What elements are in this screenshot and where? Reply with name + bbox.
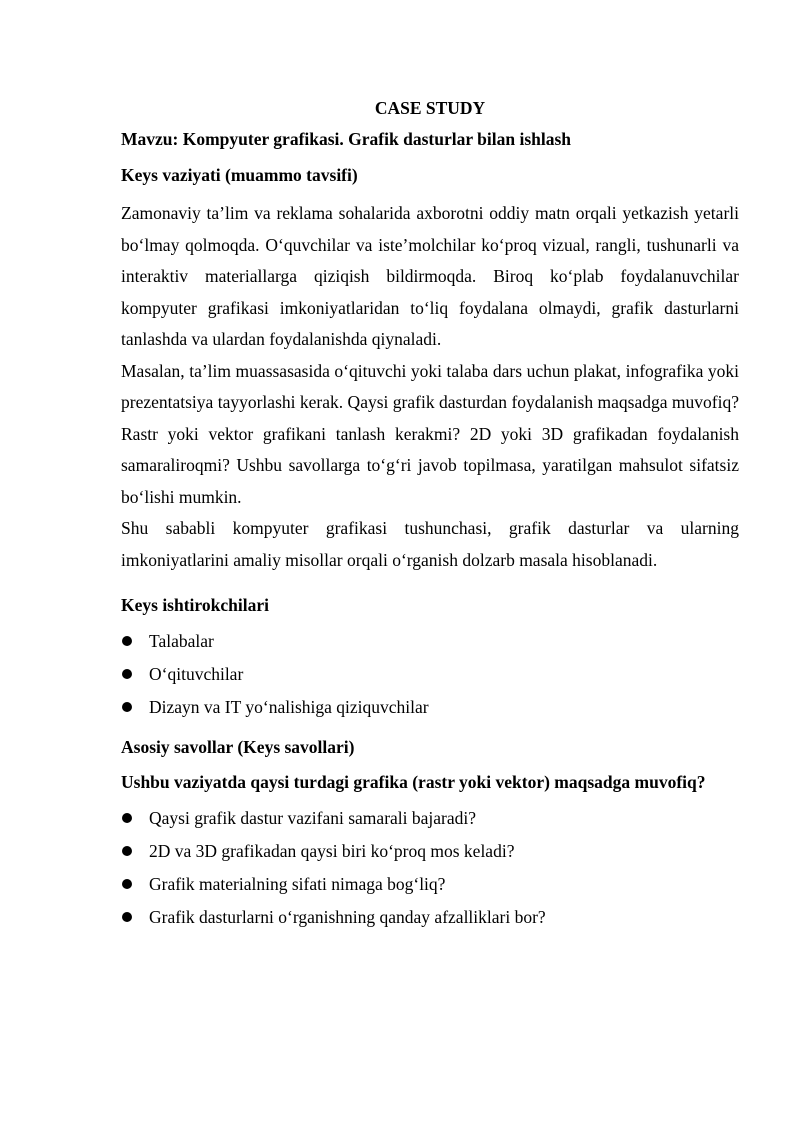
list-item [121,630,739,652]
paragraph: Shu sababli kompyuter grafikasi tushunchasi, grafik dasturlar va ularning imkoniyatlarini amaliy misollar orqali o‘rganish dolzarb masala hisoblanadi. [121,518,739,570]
list-item [121,696,739,718]
list-item [121,906,739,928]
bullet-icon [122,912,132,922]
list-item-text: Talabalar [149,631,214,651]
case-heading: Keys vaziyati (muammo tavsifi) [121,165,358,185]
list-item-text: Dizayn va IT yo‘nalishiga qiziquvchilar [149,697,429,717]
bullet-icon [122,669,132,679]
paragraph: Masalan, ta’lim muassasasida o‘qituvchi yoki talaba dars uchun plakat, infografika yoki prezentatsiya tayyorlashi kerak. Qaysi grafik dasturdan foydalanish maqsadga muvofiq? Rastr yoki vektor grafikani tanlash kerakmi? 2D yoki 3D grafikadan foydalanish samaraliroqmi? Ushbu savollarga to‘g‘ri javob topilmasa, yaratilgan mahsulot sifatsiz bo‘lishi mumkin. [121,360,739,507]
paragraph: Zamonaviy ta’lim va reklama sohalarida axborotni oddiy matn orqali yetkazish yetarli bo‘lmay qolmoqda. O‘quvchilar va iste’molchilar ko‘proq vizual, rangli, tushunarli va interaktiv materiallarga qiziqish bildirmoqda. Biroq ko‘plab foydalanuvchilar kompyuter grafikasi imkoniyatlaridan to‘liq foydalana olmaydi, grafik dasturlarni tanlashda va ulardan foydalanishda qiynaladi. [121,203,739,349]
list-item-text: Qaysi grafik dastur vazifani samarali bajaradi? [149,808,477,828]
list-item-text: Grafik materialning sifati nimaga bog‘liq? [149,874,446,894]
list-item-text: 2D va 3D grafikadan qaysi biri ko‘proq mos keladi? [149,841,515,861]
list-item [121,873,739,895]
bullet-icon [122,702,132,712]
main-question: Ushbu vaziyatda qaysi turdagi grafika (rastr yoki vektor) maqsadga muvofiq? [121,772,706,792]
participants-heading: Keys ishtirokchilari [121,595,269,615]
list-item [121,663,739,685]
document-title: CASE STUDY [374,98,486,118]
questions-list [121,807,739,928]
participants-list [121,630,739,718]
bullet-icon [122,636,132,646]
list-item [121,807,739,829]
document-page [121,96,739,939]
list-item-text: Grafik dasturlarni o‘rganishning qanday afzalliklari bor? [149,907,546,927]
bullet-icon [122,846,132,856]
bullet-icon [122,879,132,889]
list-item [121,840,739,862]
topic-heading: Mavzu: Kompyuter grafikasi. Grafik dasturlar bilan ishlash [121,129,572,149]
bullet-icon [122,813,132,823]
list-item-text: O‘qituvchilar [149,664,244,684]
questions-heading: Asosiy savollar (Keys savollari) [121,737,355,757]
